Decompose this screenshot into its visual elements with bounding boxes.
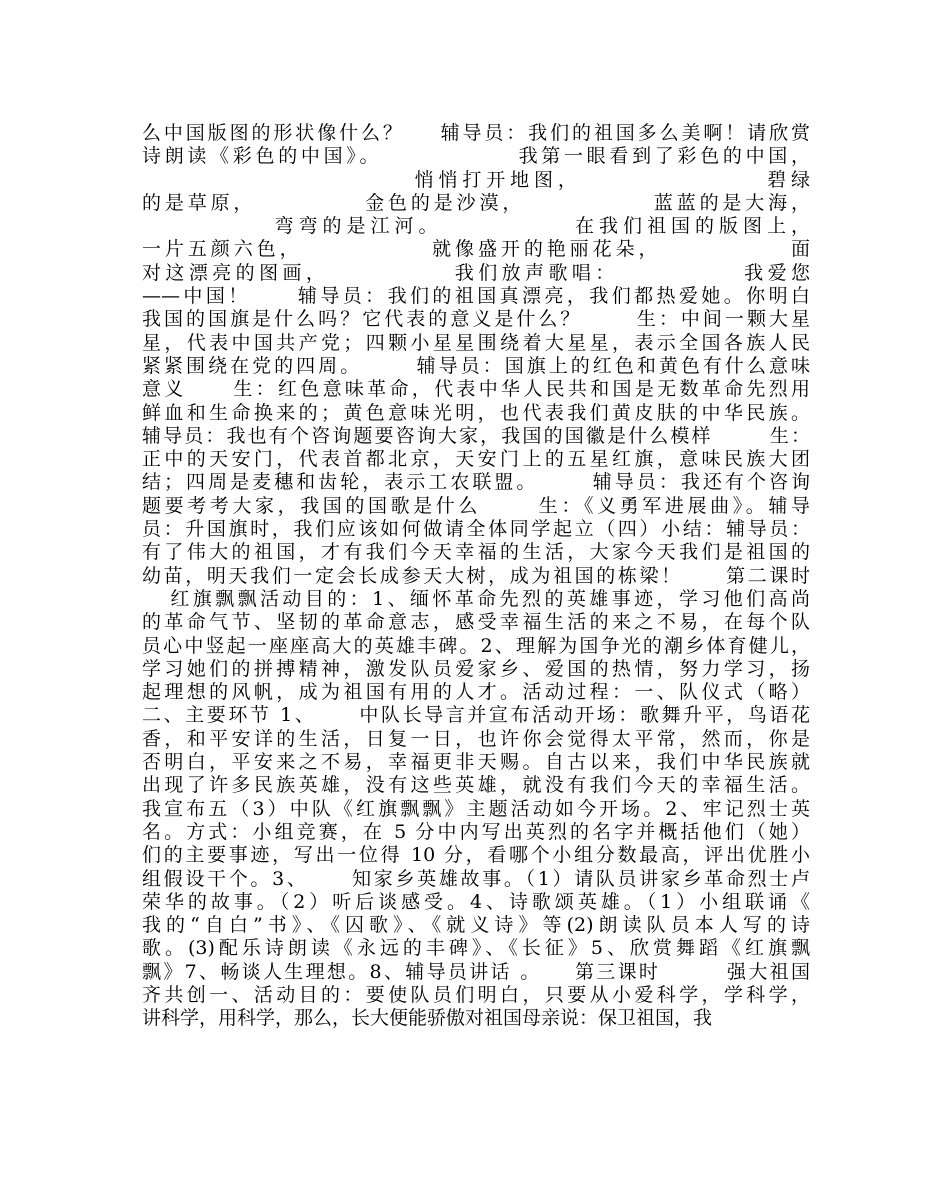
text-line: 我国的国旗是什么吗？它代表的意义是什么？ 生：中间一颗大星	[142, 308, 810, 331]
text-line: 歌。(3)配乐诗朗读《永远的丰碑》、《长征》5、欣赏舞蹈《红旗飘	[142, 937, 810, 960]
text-line: 么中国版图的形状像什么？ 辅导员：我们的祖国多么美啊！请欣赏	[142, 122, 810, 144]
text-line: 结；四周是麦穗和齿轮，表示工农联盟。 辅导员：我还有个咨询	[142, 471, 810, 494]
text-line: 意义 生：红色意味革命，代表中华人民共和国是无数革命先烈用	[142, 378, 810, 401]
text-line: 学习她们的拼搏精神，激发队员爱家乡、爱国的热情，努力学习，扬	[142, 657, 810, 680]
text-line: 员：升国旗时，我们应该如何做请全体同学起立（四）小结：辅导员：	[142, 518, 810, 541]
text-line: 组假设干个。3、 知家乡英雄故事。（1）请队员讲家乡革命烈士卢	[142, 867, 810, 890]
text-line: 一片五颜六色， 就像盛开的艳丽花朵， 面	[142, 238, 810, 261]
text-line: 题要考考大家，我国的国歌是什么 生：《义勇军进展曲》。辅导	[142, 494, 810, 517]
text-line: 否明白，平安来之不易，幸福更非天赐。自古以来，我们中华民族就	[142, 751, 810, 774]
text-line: 的革命气节、坚韧的革命意志，感受幸福生活的来之不易，在每个队	[142, 611, 810, 634]
text-line: 名。方式：小组竞赛，在 5 分中内写出英烈的名字并概括他们（她）	[142, 820, 810, 843]
text-line: 辅导员：我也有个咨询题要咨询大家，我国的国徽是什么模样 生：	[142, 424, 810, 447]
text-line: 起理想的风帆，成为祖国有用的人才。活动过程：一、队仪式（略）	[142, 681, 810, 704]
text-line: 对这漂亮的图画， 我们放声歌唱： 我爱您	[142, 261, 810, 284]
text-line: 弯弯的是江河。 在我们祖国的版图上，	[142, 215, 810, 238]
text-line: 的是草原， 金色的是沙漠， 蓝蓝的是大海，	[142, 191, 810, 214]
text-line: 正中的天安门，代表首都北京，天安门上的五星红旗，意味民族大团	[142, 448, 810, 471]
text-line: 有了伟大的祖国，才有我们今天幸福的生活，大家今天我们是祖国的	[142, 541, 810, 564]
text-line: 员心中竖起一座座高大的英雄丰碑。2、理解为国争光的潮乡体育健儿，	[142, 634, 810, 657]
text-line: 我的“自白”书》、《囚歌》、《就义诗》等(2)朗读队员本人写的诗	[142, 914, 810, 937]
text-line: 二、主要环节 1、 中队长导言并宣布活动开场：歌舞升平，鸟语花	[142, 704, 810, 727]
text-line: 鲜血和生命换来的；黄色意味光明，也代表我们黄皮肤的中华民族。	[142, 401, 810, 424]
text-line: 诗朗读《彩色的中国》。 我第一眼看到了彩色的中国，	[142, 145, 810, 168]
text-line: 们的主要事迹，写出一位得 10 分，看哪个小组分数最高，评出优胜小	[142, 844, 810, 867]
text-line: 荣华的故事。（2）听后谈感受。4、诗歌颂英雄。（1）小组联诵《	[142, 890, 810, 913]
text-line: 飘》7、畅谈人生理想。8、辅导员讲话 。 第三课时 强大祖国	[142, 960, 810, 983]
text-line: 星，代表中国共产党；四颗小星星围绕着大星星，表示全国各族人民	[142, 331, 810, 354]
text-line: 我宣布五（3）中队《红旗飘飘》主题活动如今开场。2、牢记烈士英	[142, 797, 810, 820]
text-line: 讲科学，用科学，那么，长大便能骄傲对祖国母亲说：保卫祖国，我	[142, 1007, 713, 1030]
text-line: 红旗飘飘活动目的：1、缅怀革命先烈的英雄事迹，学习他们高尚	[142, 587, 810, 610]
text-line: 幼苗，明天我们一定会长成参天大树，成为祖国的栋梁！ 第二课时	[142, 564, 810, 587]
text-line: 出现了许多民族英雄，没有这些英雄，就没有我们今天的幸福生活。	[142, 774, 810, 797]
text-line: 齐共创一、活动目的：要使队员们明白，只要从小爱科学，学科学，	[142, 983, 810, 1006]
text-line: 悄悄打开地图， 碧绿	[142, 168, 810, 191]
text-line: 紧紧围绕在党的四周。 辅导员：国旗上的红色和黄色有什么意味	[142, 354, 810, 377]
body-text	[142, 122, 810, 1031]
text-line: ——中国！ 辅导员：我们的祖国真漂亮，我们都热爱她。你明白	[142, 285, 810, 308]
text-line: 香，和平安详的生活，日复一日，也许你会觉得太平常，然而，你是	[142, 727, 810, 750]
